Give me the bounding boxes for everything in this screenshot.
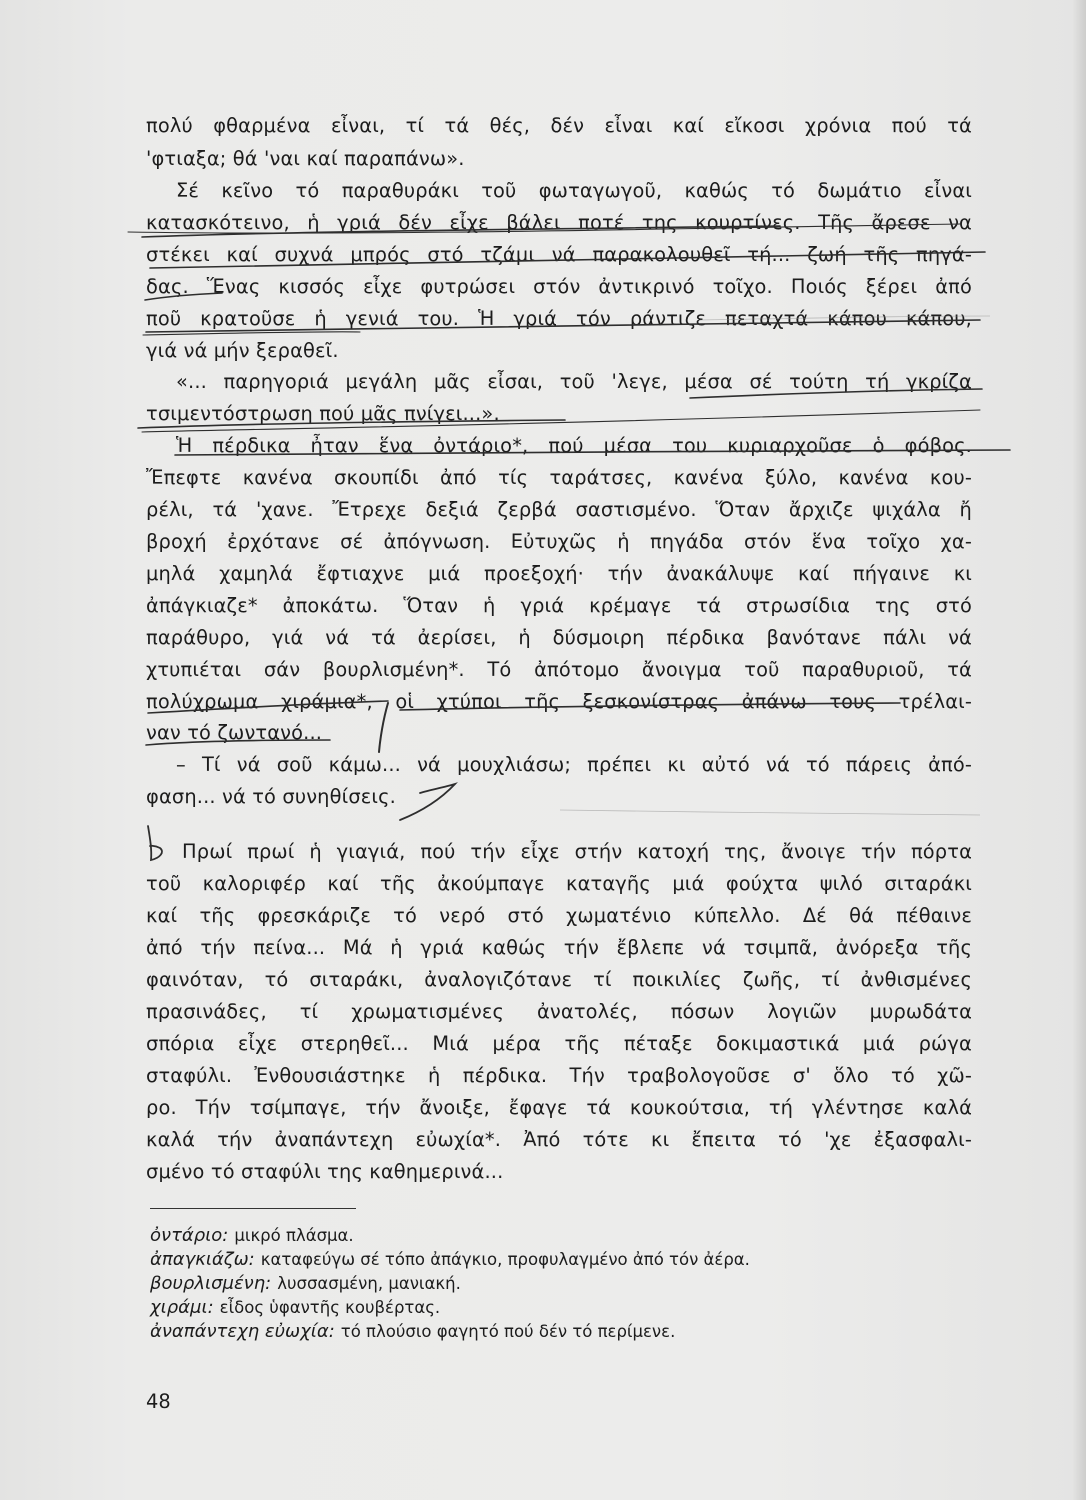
text-line: καλά τήν ἀναπάντεχη εὐωχία*. Ἀπό τότε κι ἔπειτα τό 'χε ἐξασφαλι- <box>146 1128 972 1151</box>
text-line: κατασκότεινο, ἡ γριά δέν εἶχε βάλει ποτέ της κουρτίνες. Τῆς ἄρεσε να <box>146 211 972 234</box>
text-line: φαση... νά τό συνηθίσεις. <box>146 785 396 808</box>
text-line: παράθυρο, γιά νά τά ἀερίσει, ἡ δύσμοιρη πέρδικα βανότανε πάλι νά <box>146 626 972 649</box>
footnote <box>150 1272 461 1296</box>
text-line: γιά νά μήν ξεραθεῖ. <box>146 339 339 362</box>
text-line: φαινόταν, τό σιταράκι, ἀναλογιζότανε τί ποικιλίες ζωῆς, τί ἀνθισμένες <box>146 968 972 991</box>
text-line: ποῦ κρατοῦσε ἡ γενιά του. Ἡ γριά τόν ράντιζε πεταχτά κάπου κάπου, <box>146 307 972 330</box>
text-line: καί τῆς φρεσκάριζε τό νερό στό χωματένιο κύπελλο. Δέ θά πέθαινε <box>146 904 972 927</box>
footnote-definition: καταφεύγω σέ τόπο ἀπάγκιο, προφυλαγμένο ἀπό τόν ἀέρα. <box>260 1250 750 1269</box>
footnote-term: βουρλισμένη: <box>150 1273 272 1294</box>
footnote-term: ὀντάριο: <box>150 1225 229 1246</box>
text-line: σμένο τό σταφύλι της καθημερινά... <box>146 1160 504 1183</box>
footnote <box>150 1320 675 1344</box>
text-line: πρασινάδες, τί χρωματισμένες ἀνατολές, πόσων λογιῶν μυρωδάτα <box>146 1000 972 1023</box>
text-line: χτυπιέται σάν βουρλισμένη*. Τό ἀπότομο ἄνοιγμα τοῦ παραθυριοῦ, τά <box>146 658 972 681</box>
text-line: δας. Ἕνας κισσός εἶχε φυτρώσει στόν ἀντικρινό τοῖχο. Ποιός ξέρει ἀπό <box>146 275 972 298</box>
text-line: μηλά χαμηλά ἔφτιαχνε μιά προεξοχή· τήν ἀνακάλυψε καί πήγαινε κι <box>146 562 972 585</box>
text-line: «... παρηγοριά μεγάλη μᾶς εἶσαι, τοῦ 'λεγε, μέσα σέ τούτη τή γκρίζα <box>176 370 972 393</box>
footnote-definition: λυσσασμένη, μανιακή. <box>277 1274 461 1293</box>
footnote <box>150 1296 440 1320</box>
text-line: ναν τό ζωντανό... <box>146 721 323 744</box>
footnote-definition: τό πλούσιο φαγητό πού δέν τό περίμενε. <box>340 1322 676 1341</box>
text-line: σπόρια εἶχε στερηθεῖ... Μιά μέρα τῆς πέταξε δοκιμαστικά μιά ρώγα <box>146 1032 972 1055</box>
text-line: ἀπό τήν πείνα... Μά ἡ γριά καθώς τήν ἔβλεπε νά τσιμπᾶ, ἀνόρεξα τῆς <box>146 936 972 959</box>
text-line: ρο. Τήν τσίμπαγε, τήν ἄνοιξε, ἔφαγε τά κουκούτσια, τή γλέντησε καλά <box>146 1096 972 1119</box>
footnote-term: ἀπαγκιάζω: <box>150 1249 255 1270</box>
footnote <box>150 1248 750 1272</box>
text-line: Σέ κεῖνο τό παραθυράκι τοῦ φωταγωγοῦ, καθώς τό δωμάτιο εἶναι <box>176 179 972 202</box>
text-line: – Τί νά σοῦ κάμω... νά μουχλιάσω; πρέπει κι αὐτό νά τό πάρεις ἀπό- <box>176 753 972 776</box>
footnote-term: ἀναπάντεχη εὐωχία: <box>150 1321 335 1342</box>
text-line: τσιμεντόστρωση πού μᾶς πνίγει...». <box>146 402 500 425</box>
page-edge-shadow <box>1072 0 1086 1500</box>
text-line: 'φτιαξα; θά 'ναι καί παραπάνω». <box>146 147 465 170</box>
footnote-definition: εἶδος ὑφαντῆς κουβέρτας. <box>219 1298 441 1317</box>
page-number: 48 <box>146 1390 171 1413</box>
text-line: ρέλι, τά 'χανε. Ἔτρεχε δεξιά ζερβά σαστισμένο. Ὅταν ἄρχιζε ψιχάλα ἤ <box>146 498 972 521</box>
text-line: πολύχρωμα χιράμια*, οἱ χτύποι τῆς ξεσκονίστρας ἀπάνω τους τρέλαι- <box>146 690 972 713</box>
text-line: πολύ φθαρμένα εἶναι, τί τά θές, δέν εἶναι καί εἴκοσι χρόνια πού τά <box>146 114 972 137</box>
footnote-definition: μικρό πλάσμα. <box>234 1226 354 1245</box>
text-line: στέκει καί συχνά μπρός στό τζάμι νά παρακολουθεῖ τή... ζωή τῆς πηγά- <box>146 243 972 266</box>
text-line: Ἡ πέρδικα ἦταν ἕνα ὀντάριο*, πού μέσα του κυριαρχοῦσε ὁ φόβος. <box>176 434 972 457</box>
footnote-term: χιράμι: <box>150 1297 214 1318</box>
text-line: σταφύλι. Ἐνθουσιάστηκε ἡ πέρδικα. Τήν τραβολογοῦσε σ' ὅλο τό χῶ- <box>146 1064 972 1087</box>
text-line: ἀπάγκιαζε* ἀποκάτω. Ὅταν ἡ γριά κρέμαγε τά στρωσίδια της στό <box>146 594 972 617</box>
text-line: βροχή ἐρχότανε σέ ἀπόγνωση. Εὐτυχῶς ἡ πηγάδα στόν ἕνα τοῖχο χα- <box>146 530 972 553</box>
text-line: τοῦ καλοριφέρ καί τῆς ἀκούμπαγε καταγῆς μιά φούχτα ψιλό σιταράκι <box>146 872 972 895</box>
text-line: Πρωί πρωί ἡ γιαγιά, πού τήν εἶχε στήν κατοχή της, ἄνοιγε τήν πόρτα <box>182 840 972 863</box>
footnote-rule <box>150 1208 356 1209</box>
text-line: Ἔπεφτε κανένα σκουπίδι ἀπό τίς ταράτσες, κανένα ξύλο, κανένα κου- <box>146 466 972 489</box>
footnote <box>150 1224 354 1248</box>
